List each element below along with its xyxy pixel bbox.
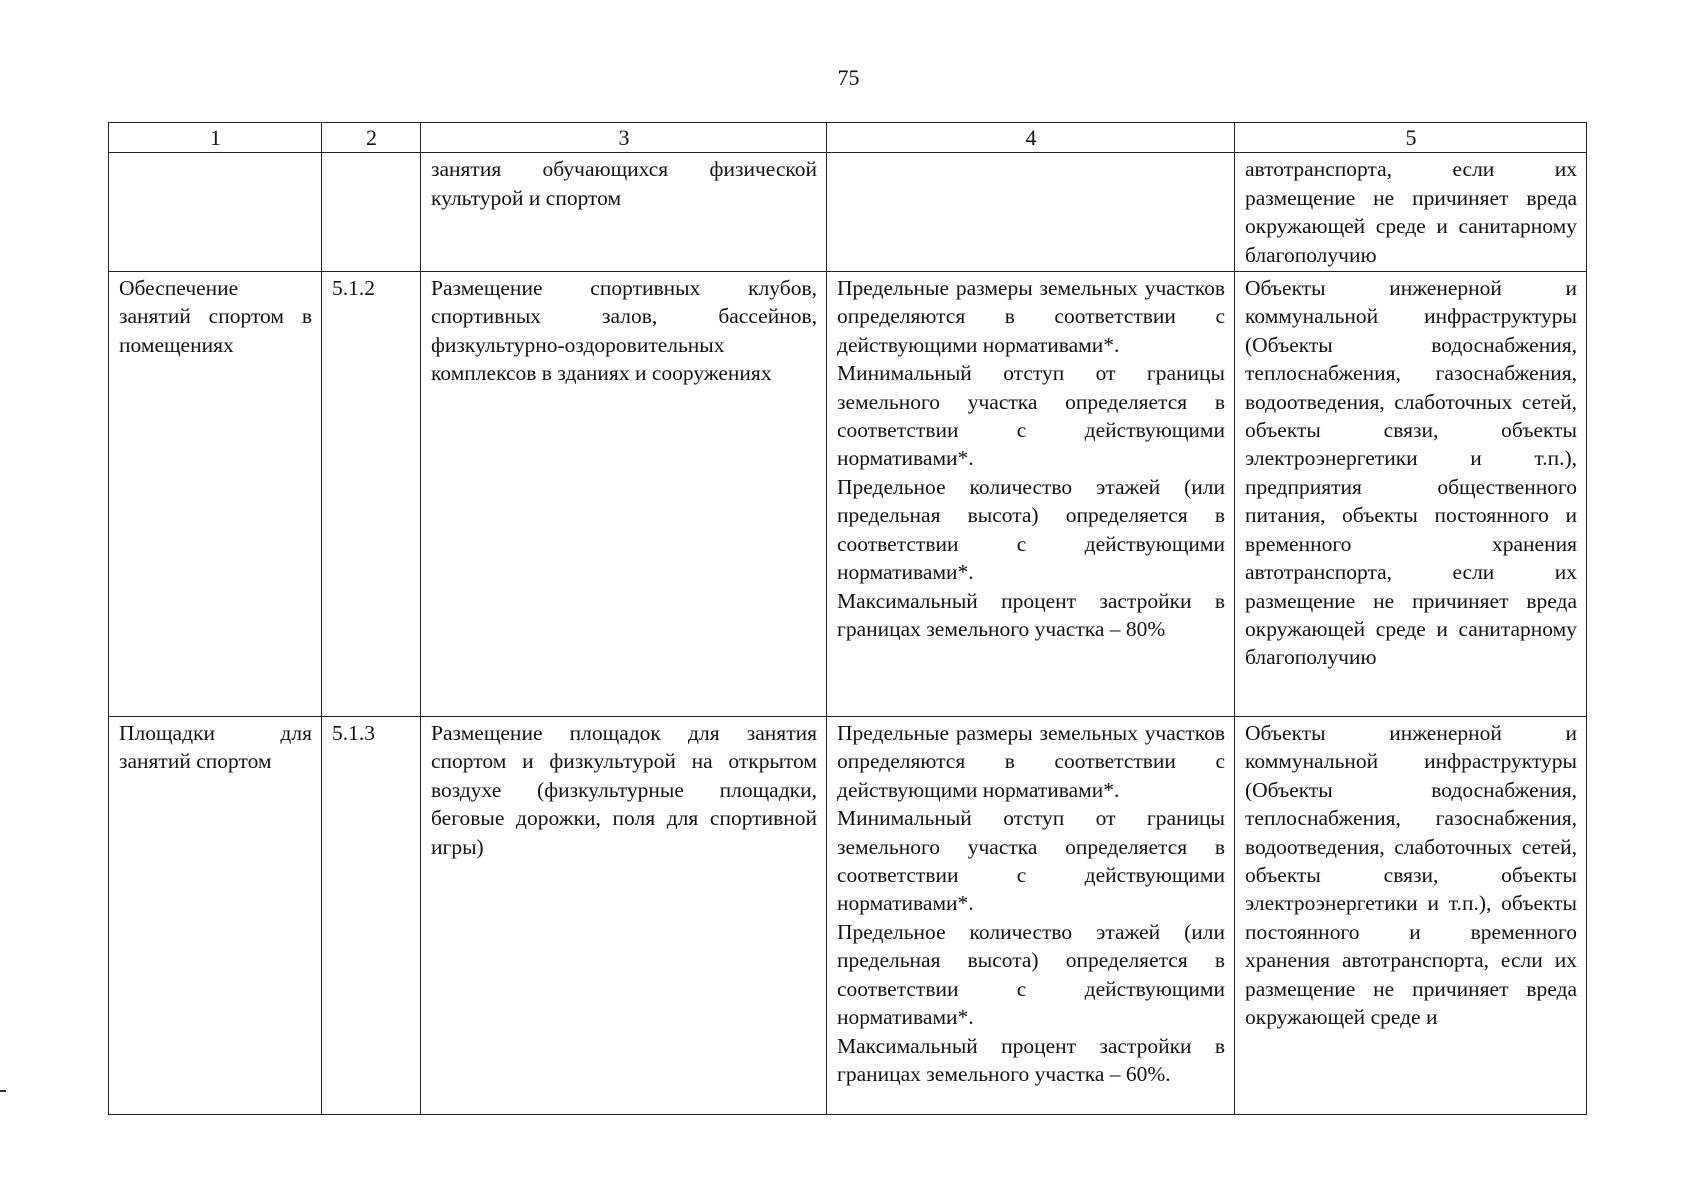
table-row <box>109 272 1587 717</box>
land-use-table <box>108 122 1587 1115</box>
parameter-max-coverage: Максимальный процент застройки в границах земельного участка – 60%. <box>837 1033 1225 1086</box>
column-header-5: 5 <box>1235 123 1587 153</box>
column-header-1: 1 <box>109 123 322 153</box>
margin-mark <box>0 1090 6 1092</box>
cell-use-name: Обеспечение занятий спортом в помещениях <box>109 272 322 717</box>
cell-use-parameters <box>827 717 1235 1115</box>
cell-use-parameters <box>827 272 1235 717</box>
column-header-3: 3 <box>421 123 827 153</box>
column-header-4: 4 <box>827 123 1235 153</box>
cell-use-description: Размещение спортивных клубов, спортивных залов, бассейнов, физкультурно-оздоровительных комплексов в зданиях и сооружениях <box>421 272 827 717</box>
cell-use-code: 5.1.3 <box>322 717 421 1115</box>
parameter-max-floors: Предельное количество этажей (или предельная высота) определяется в соответствии с действующими нормативами*. <box>837 919 1225 1030</box>
parameter-max-coverage: Максимальный процент застройки в границах земельного участка – 80% <box>837 588 1225 641</box>
cell-use-description: занятия обучающихся физической культурой и спортом <box>421 153 827 272</box>
table-header-row <box>109 123 1587 153</box>
page-number: 75 <box>837 65 860 90</box>
table-row <box>109 717 1587 1115</box>
column-header-2: 2 <box>322 123 421 153</box>
cell-use-parameters <box>827 153 1235 272</box>
cell-use-code: 5.1.2 <box>322 272 421 717</box>
parameter-land-size: Предельные размеры земельных участков определяются в соответствии с действующими нормативами*. <box>837 276 1225 357</box>
parameter-land-size: Предельные размеры земельных участков определяются в соответствии с действующими нормативами*. <box>837 721 1225 802</box>
cell-auxiliary-uses: Объекты инженерной и коммунальной инфраструктуры (Объекты водоснабжения, теплоснабжения, газоснабжения, водоотведения, слаботочных сетей, объекты связи, объекты электроэнергетики и т.п.), объекты постоянного и временного хранения автотранспорта, если их размещение не причиняет вреда окружающей среде и <box>1235 717 1587 1115</box>
cell-use-description: Размещение площадок для занятия спортом и физкультурой на открытом воздухе (физкультурные площадки, беговые дорожки, поля для спортивной игры) <box>421 717 827 1115</box>
cell-auxiliary-uses: автотранспорта, если их размещение не причиняет вреда окружающей среде и санитарному благополучию <box>1235 153 1587 272</box>
parameter-min-setback: Минимальный отступ от границы земельного участка определяется в соответствии с действующими нормативами*. <box>837 806 1225 916</box>
parameter-min-setback: Минимальный отступ от границы земельного участка определяется в соответствии с действующими нормативами*. <box>837 361 1225 471</box>
parameter-max-floors: Предельное количество этажей (или предельная высота) определяется в соответствии с действующими нормативами*. <box>837 474 1225 585</box>
cell-auxiliary-uses: Объекты инженерной и коммунальной инфраструктуры (Объекты водоснабжения, теплоснабжения, газоснабжения, водоотведения, слаботочных сетей, объекты связи, объекты электроэнергетики и т.п.), предприятия общественного питания, объекты постоянного и временного хранения автотранспорта, если их размещение не причиняет вреда окружающей среде и санитарному благополучию <box>1235 272 1587 717</box>
cell-use-code <box>322 153 421 272</box>
cell-use-name: Площадки для занятий спортом <box>109 717 322 1115</box>
cell-use-name <box>109 153 322 272</box>
table-row <box>109 153 1587 272</box>
